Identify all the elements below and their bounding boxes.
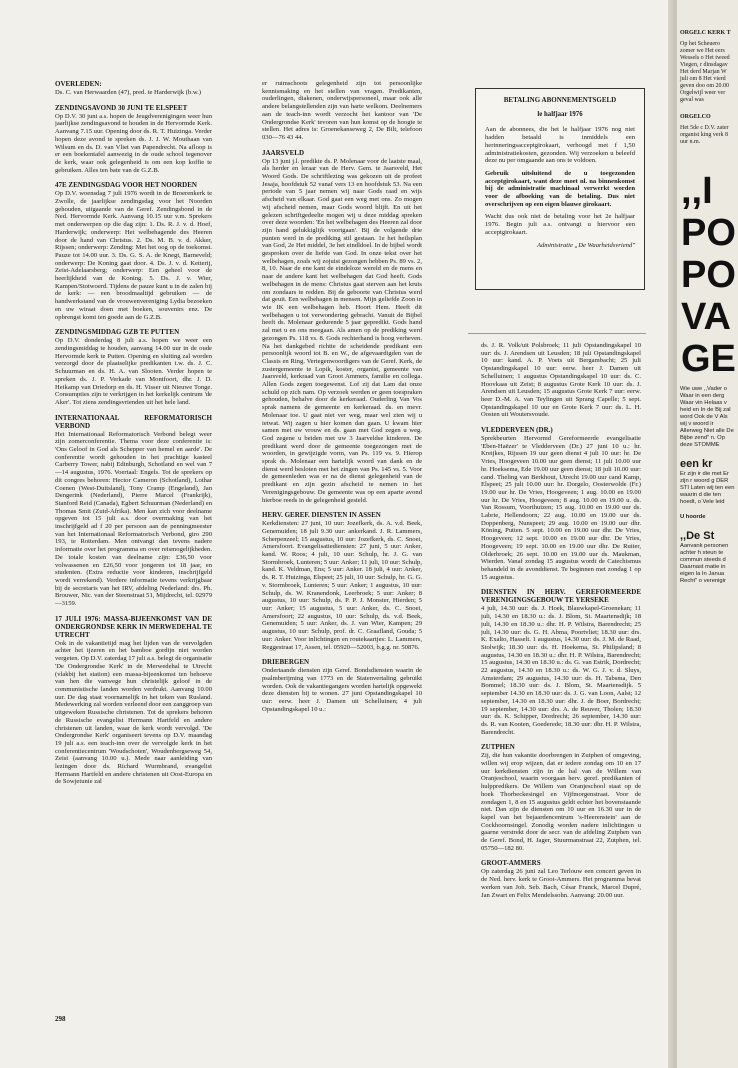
column-right (481, 342, 641, 1042)
article-body: Op D.V. woensdag 7 juli 1976 wordt in de Broerenkerk te Zwolle, de jaarlijkse zendingsdag voor het Noorden gehouden, uitgaande van de Geref. Zendingsbond in de Ned. Hervormde Kerk. Aanvang 10.15 uur v.m. Sprekers met onderwerpen op die dag zijn: 1. Ds. R. J. v. d. Hoef, Harderwijk; onderwerp: Het welbehagende des Heeren door de hand van Christus. 2. Ds. M. B. v. d. Akker, Rijssen; onderwerp: Zending: Met het oog op de toekomst. Pauze tot 14.00 uur. 3. Ds. G. S. A. de Knegt, Barneveld; onderwerp: De Koning gaat door. 4. Ds. J. v. d. Ketterij, Zeist-Adelaarsberg; onderwerp: Een geheel voor de heerlijkheid van de Koning. 5. Ds. J. v. Wier, Kampen/Stotwoerd. Tijdens de pauze kunt u in de zalen bij de kerk: — een broodmaaltijd gebruiken — de handwerkstand van de vrouwenvereniging Lydia bezoeken en uw wiraat doen met boeken, souvenirs enz. De opbrengst komt ten goede aan de G.Z.B. (55, 190, 212, 321)
adjacent-text-lower: Wie uwe ,,Vader o Waar in een derg Waar vin Helaas v heid en In de Bij zal word Ook de V Als wij v woord ir Allerweg Niet alle De Bijbe zend" n. Op deze STOMME (680, 386, 734, 448)
headline-line: GE (681, 338, 736, 380)
article-heading: INTERNATIONAAL REFORMATORISCH VERBOND (55, 413, 212, 430)
article-heading: HERV. GEREF. DIENSTEN IN ASSEN (262, 511, 381, 520)
notice-subtitle: le halfjaar 1976 (537, 110, 583, 118)
article-body: 4 juli, 14.30 uur: ds. J. Hoek, Blauwkapel-Groenekan; 11 juli, 14.30 en 18.30 u.: ds. J. Blom, St. Maartensdijk; 18 juli, 14.30 en 18.30 u.: dhr. H. P. Wilstra, Barendrecht; 25 juli, 14.30 uur: ds. G. H. Abma, Poortvliet; 18.30 uur: drs. K. Exalto, Hasselt. 1 augustus, 14.30 uur: ds. J. M. de Raad, Stolwijk; 18.30 uur: ds. H. Hoekema, St. Philipsland; 8 augustus, 14.30 en 18.30 u.: dhr. H. P. Wilstra, Barendrecht; 15 augustus, 14.30 en 18.30 u.: ds. G. van Estrik, Dordrecht; 22 augustus, 14.30 en 18.30 u.: ds. W. G. J. v. d. Sluys, Amsterdam; 29 augustus, 14.30 uur: ds. H. Tabsma, Den Bommel; 18.30 uur: ds. J. Blom, St. Maartensdijk. 5 september 14.30 en 18.30 uur: ds. J. G. van Loon, Aalst; 12 september, 14.30 en 18.30 uur: dhr. J. de Boer, Bordrecht; 19 september, 14.30 uur: drs. A. de Reuver, Tholen; 18.30 uur: ds. K. Schipper, Dordrecht; 26 september, 14.30 uur: ds. R. van Kooten, Goederede; 18.30 uur: dhr. H. P. Wilstra, Barendrecht. (481, 605, 641, 736)
headline-line: PO (681, 212, 736, 254)
article (481, 588, 641, 736)
page-number: 298 (55, 1015, 66, 1023)
article (481, 426, 641, 581)
article-body: Op 13 juni j.l. predikte ds. P. Molenaar voor de laatste maal, als herder en leraar van de Herv. Gem. te Jaarsveld, Het Woord Gods. De schriftlezing was gekozen uit de profeet Jesaja, hoofdstuk 52 vanaf vers 13 en hoofdstuk 53. Na een periode van 5 jaar nemen wij naar Gods raad en wijs afscheid van elkaar. God gaat een weg met ons. Zo mogen wij afscheid nemen, maar Gods woord blijft. En uit het gelezen schriftgedeelte mogen wij u deze middag spreken over deze woorden: 'En het welbehagen des Heeren zal door zijn hand gelukkiglijk voortgaan'. Bij de volgende drie punten werd in de prediking stil gestaan. 1e het heilsplan van God, 2e Het middel, 3e het eindldoel. In de bijbel wordt gesproken over de liefde van God. In onze tekst over het welbehagen, zoals wij zojuist gezongen hebben Ps. 89 vs. 2, 8, 10. Naar de ene kant de eindeloze wereld en de mens en naar de andere kant het welbehagen dat God heeft. Gods welbehagen in de mens: Christus gaat sterven aan het kruis om zondaars te redden. Bij de geboorte van Christus werd dat geuit. Een welbehagen in mensen. Mijn geliefde Zoon in wie IK een welbehagen heb. Hoort Hem. Heeft dit welbehagen u tot verwondering gebracht. Vanuit de Bijbel heeft ds. Molenaar gedurende 5 jaar gepredikt. Gods hand zal met u en ons meegaan. Als amen op de prediking werd gezongen Ps. 118 vs. 8. Gods rechterhand is hoog verheven. Na het dankgebed richtte de scheidende predikant een persoonlijk woord tot B. en W., de afgevaardigden van de Classis en Ring. Vertegenwoordigers van de Geref. Kerk, de zustergemeente te Lopik, koster, organist, gemeente van Jaarsveld, kerkraad van Groot Ammers, familie en collega. Allen Gods zegen toegewenst. Lof zij dat Lam dat onze schuld op zich nam. Op verzoek werden er geen toespraken gehouden, behalve door de kerkeraad. Ouderling Van Vos sprak namens de gemeente en kerkeraad. ds. en mevr. Molenaar toe. U gaat niet ver weg, maar wel zien wij u ietwat. Wij zagen u hier komen dan gaan. U kwam hier samen met uw vrouw en ds. gaan met God zegen u weg. God zegene u beiden met uw 3 Jaarveldse kinderen. De predikant werd door de gemeente toegezongen met de woorden, in gewijzigde vorm, van Ps. 119 vs. 9. Hierop sprak ds. Molenaar een hartelijk woord van dank en de dienst werd besloten met het zingen van Ps. 145 vs. 5. Voor de gemeenleden was er na de dienst gelegenheid van de predikant en zijn gezin afscheid te nemen in het Verenigingsgebouw. De gemeente was op een aparte avond hierboe reeds in de gelegenheid gesteld. (262, 157, 422, 504)
notice-paragraph-3: Wacht dus ook niet de betaling voor het 2e halfjaar 1976. Begin juli a.s. ontvangt u hiervoor een acceptgirokaart. (485, 213, 635, 236)
article-heading: 47E ZENDINGSDAG VOOR HET NOORDEN (55, 181, 197, 190)
payment-notice-box (475, 88, 645, 290)
article (55, 104, 212, 175)
article-body: Ondertaande diensten zijn Geref. Bondsdiensten waarin de psalmberijming van 1773 en de Statenvertaling gebruikt worden. Ook de vakantiegangers worden hartelijk opgewekt deze diensten bij te wonen. 27 juni Opstandingskapel 10 uur: eerw. heer J. Damen uit Schelluinen; 4 juli Opstandingskapel 10 u.: (262, 667, 422, 713)
divider (468, 333, 646, 334)
article-heading: DIENSTEN IN HERV. GEREFORMEERDE VERENIGINGSGEBOUW TE YERSEKE (481, 588, 641, 605)
article-body: Op D.V. donderdag 8 juli a.s. hopen we weer een zendingsmiddag te houden, aanvang 14.00 uur in de oude Hervormde kerk te Putten. Opening en sluiting zal worden verzorgd door de plaatselijke predikanten t.w. ds. J. C. Schuurman en ds. H. A. van Slooten. Verder hopen te spreken ds. J. P. Verkade van Montfoort, dhr. J. D. Heikamp van Driedorp en ds. H. Visser uit Nieuwe Tonge. Consumpties zijn te verkrijgen in het kerkelijk centrum 'de Aker'. Tot ziens zendingsvrienden uit het hele land. (55, 337, 212, 406)
notice-paragraph-2: Gebruik uitsluitend de u toegezonden acceptgirokaart, want deze moet nl. na binnenkomst bij de administratie machinaal verwerkt worden voor de afboeking van de betaling. Dus niet overschrijven op een eigen blauwe girokaart. (485, 169, 635, 208)
article (262, 511, 422, 651)
article (481, 859, 641, 899)
article-heading: OVERLEDEN: (55, 80, 102, 88)
article-body: Het Internationaal Reformatorisch Verbond belegt weer zijn zomerconferentie. Thema voor deze conferentie is: 'Ons Geloof in God als Schepper van hemel en aarde'. De conferentie wordt gehouden in het prachtige kasteel Carberry Tower, nabij Edinburgh, Schotland en wel van 7—14 augustus, 1976. Voertaal: Engels. Tot de sprekers op dit congres behoren: Hector Cameron (Schotland), Lothar Coenen (West-Duitsland), Tony Cramp (Engeland), Jan Dengerink (Nederland), Pierre Marcel (Frankrijk), Stanford Reid (Canada), Egbert Schuurman (Nederland) en Thomas Smit (Zuid-Afrika). Men kan zich voor deelname opgeven tot 15 juli a.s. door overmaking van het inschrijfgeld ad f 20 per persoon aan de penningmeester van het Internationaal Reformatorisch Verbond, giro 290 193, te Rotterdam. Men ontvangt dan tevens nadere informatie over het programma en over reismogelijkheden. De totale kosten van deelname zijn: £36,50 voor volwassenen en £26,50 voor jongeren tot 18 jaar, en studenten. (Extra reductie voor kinderen, inschrijfgeld wordt verrekend). Verdere informatie tevens verkrijgbaar bij de secretaris van het IRV, afdeling Nederland: drs. Ph. Brouwer, Nic. van der Steenstraat 51, Mijdrecht, tel. 02979—3159. (55, 430, 212, 608)
article-heading: VLEDDERVEEN (DR.) (481, 426, 553, 435)
adjacent-quote: ,,De St (680, 530, 715, 542)
adjacent-text-lower-2: Er zijn ir die met Er zijn r woord g DER STI Laten wij ten een waarin d die ten hoedt, o Vele leid (680, 471, 735, 505)
column-left (55, 80, 212, 1020)
headline-line: ,,I (681, 170, 713, 212)
adjacent-text-top: Op het Scheuero zomer we Het eers Wessels o Het tweed Viegen, r dinsdagav Het derd Marjan W juli om 8 Het vierd geven doo om 20.00 Orgelwijl weer ver geval was (680, 41, 730, 103)
article (262, 80, 422, 142)
adjacent-subheading-2: U hoorde (680, 514, 706, 520)
adjacent-headline (677, 170, 738, 380)
adjacent-text-bottom: Aanvank personen achter h steun te commun steeds d Daarnast matie in eigen la In Janua Recht" o verenigir (680, 543, 729, 584)
article (55, 328, 212, 406)
adjacent-subheading: een kr (680, 458, 713, 470)
article (55, 181, 212, 321)
adjacent-heading-top: ORGELC KERK T (680, 30, 731, 36)
article (55, 414, 212, 608)
headline-line: VA (681, 296, 731, 338)
notice-title: BETALING ABONNEMENTSGELD (503, 96, 617, 104)
adjacent-page-edge (676, 0, 738, 1068)
article-heading: ZUTPHEN (481, 743, 515, 752)
article-heading: GROOT-AMMERS (481, 859, 541, 868)
article (55, 615, 212, 786)
article (481, 342, 641, 419)
notice-paragraph-1: Aan de abonnees, die het le halfjaar 1976 nog niet hadden betaald is inmiddels een herinneringsacceptgirokaart, verhoogd met f 1,50 administratiekosten, gezonden. Wij verzoeken u beleefd deze nu per omgaande aan ons te voldoen. (485, 126, 635, 165)
headline-line: PO (681, 254, 736, 296)
article (55, 80, 212, 97)
column-middle (262, 80, 422, 1040)
article-body: Op D.V. 30 juni a.s. hopen de Jeugdverenigingen weer hun jaarlijkse zendingsavond te houden in de Hervormde Kerk. Aanvang 7.15 uur. Opening door ds. R. T. Huizinga. Verder hopen deze avond te spreken ds. J. J. W. Mouthaan van Wilsum en ds. D. van Vliet van Papendrecht. Na afloop is er een boekentafel aanwezig in de oude school tegenover de kerk, waar ook gelegenheid is om een kop koffie te gebruiken. Alles ten bate van de G.Z.B. (55, 112, 212, 174)
article-body: Zij, die hun vakantie doorbrengen in Zutphen of omgeving, willen wij erop wijzen, dat er iedere zondag om 10 en 17 uur kerkdiensten zijn in de hal van de Willem van Oranjeschool, waarin voorgaan herv. geref. predikanten of hulppredikers. De Willem van Oranjeschool staat op de hoek Thorbeckesingel en Vijfmorgenstraat. Voor de zondagen 1, 8 en 15 augustus geldt echter het bovenstaande niet. Dan zijn de diensten om 10 uur en 16.30 uur in de kapel van het bejaardencentrum 's-Heerenstein' aan de Cockhoornsingel. Zonodig worden nadere inlichtingen u gaarne verstrekt door de secr. van de afdeling Zutphen van de Geref. Bond, H. Jager, Stuurmanstraat 22, Zutphen, tel. 05750—182 80. (481, 752, 641, 852)
adjacent-heading-mid: ORGELCO (680, 114, 711, 120)
article-body: ds. J. R. Volk/uit Polsbroek; 11 juli Opstandingskapel 10 uur: ds. J. Arendsen uit Leusden; 18 juli Opstandingskapel 10 uur: kand. A. P. Voets uit Bergambacht; 25 juli Opstandingskapel 10 uur: eerw. heer J. Damen uit Schelluinen; 1 augustus Opstandingskapel 10 uur: ds. C. Hoovkaas uit Zeist; 8 augustus Grote Kerk 10 uur: ds. J. Arendsen uit Leusden; 15 augustus Grote Kerk 7 uur: eerw. heer D.-M. A. van Teylingen uit Sprang Capelle; 5 sept. Opstandingskapel 10 uur en Grote Kerk 7 uur: ds. L. H. Oosten uit Woutersvoude. (481, 342, 641, 419)
article (481, 743, 641, 852)
article-heading: ZENDINGSMIDDAG GZB TE PUTTEN (55, 328, 180, 337)
article-body: Ook in de vakantietijd mag het lijden van de vervolgden achter het ijzeren en het bamboe gordijn niet worden vergeten. Op D.V. zaterdag 17 juli a.s. belegt de organisatie 'De Ondergrondse Kerk' in de Merwedehal te Utrecht (vlakbij het station) een massa-bijeenkomst ten behoeve van hen die vanwege hun christelijk geloof in de communistische landen worden verdrukt. Aanvang 10.00 uur. De dag staat voornamelijk in het teken van Rusland. Medewerking zal worden verleend door een zanggroep van uitgeweken Russische christenen. Tot de sprekers behoren de Russische evangelist Hermann Hartfeld en andere christenen uit landen, waar de kerk wordt vervolgd. 'De Ondergrondse Kerk' organiseert tevens op D.V. maandag 19 juli a.s. een teach-inn over de vervolgde kerk in het conferentiecentrum 'Woudschoten', Woudenbergseweg 54, Zeist (aanvang 10.00 u.). Mede naar aanleiding van lezingen door ds. Richard Wurmbrand, evangelist Hermann Hartfeld en andere christenen uit Oost-Europa en de Sowjetunie zal (55, 639, 212, 786)
article-body: er ruimschoots gelegenheid zijn tot persoonlijke kennismaking en het stellen van vragen. Predikanten, ouderlingen, diakenen, onderwijspersoneel, maar ook alle andere belangstellenden zijn van harte welkom. Deelnemers aan de teach-inn wordt verzocht het kantoor van 'De Ondergrondse Kerk' tevoren van hun komst op de hoogte te stellen. Het adres is: Groenekanseweg 2, De Bilt, telefoon 030—76 43 44. (262, 80, 422, 141)
article-heading: 17 JULI 1976: MASSA-BIJEENKOMST VAN DE ONDERGRONDSE KERK IN MERWEDEHAL TE UTRECHT (55, 614, 212, 639)
page-fold (668, 0, 676, 1068)
article-heading: ZENDINGSAVOND 30 JUNI TE ELSPEET (55, 103, 188, 112)
article-body: Op zaterdag 26 juni zal Leo Terlouw een concert geven in de Ned. herv. kerk te Groot-Ammers. Het programma bevat werken van Joh. Seb. Bach, César Franck, Marcel Dupré, Jan Zwart en Felix Mendelssohn. Aanvang: 20.00 uur. (481, 868, 641, 899)
article-heading: JAARSVELD (262, 148, 305, 157)
article-body: Sprekbeurten Hervormd Gereformeerde evangelisatie 'Eben-Haëzer' te Vledderveen (Dr.) 27 juni 10 u.: hr. Kreijkes, Rijssen 19 uur geen dienst 4 juli 10 uur: hr. De Vries, Hoogeveen 10.00 uur geen dienst; 11 juli 10.00 uur hr. Hoeksema, Ede 19.00 uur geen dienst; 18 juli 10.00 uur: cand. Theling van Berkhout, Utrecht 19.00 uur cand Kamp, Elspeet; 25 juli 10.00 uur: hr. Dorgelo, Oosterwolde (Fr.) 19.00 uur hr. De Vries, Hoogeveen; 1 aug. 10.00 en 19.00 uur hr. De Vries, Hoogeveen; 8 aug. 10.00 en 19.00 u. ds. Van Rossum, Voorthuizen; 15 aug. 10.00 en 19.00 uur ds. Labrie, Hellendoorn; 22 aug. 10.00 en 19.00 uur ds. Doppenberg, Nunspeet; 29 aug. 10.00 en 19.00 uur dhr. Köning, Putten. 5 sept. 10.00 en 19.00 uur dhr. De Vries, Hoogeveen; 12 sept. 10.00 en 19.00 uur dhr. De Vries, Hoogeveen; 19 sept. 10.00 en 19.00 uur dhr. De Ruiter, Olderbroek; 26 sept. 10.00 en 19.00 uur ds. Maukman, Wierden. Vanaf zondag 15 augustus wordt de Catechismus behandeld in de avonddienst. Te beginnen met zondag 1 op 15 augustus. (481, 435, 641, 581)
article-heading: DRIEBERGEN (262, 658, 310, 667)
article-body: Kerkdiensten: 27 juni, 10 uur: Jozefkerk, ds. A. v.d. Beek, Genemuiden; 18 juli 9.30 uur: ankerkand. J. R. Lammers, Scherpenzeel; 15 augustus, 10 uur: Jozefkerk, ds. C. Snoei, Amersfoort. Evangelisatiediensten: 27 juni, 5 uur: Anker, kand. W. Roos; 4 juli, 10 uur: Schulp, hr. J. G. van Stormbroek, Lunteren; 5 uur: Anker; 11 juli, 10 uur: Schulp, kand. K. Veldman, Ens; 5 uur: Anker. 18 juli, 4 uur: Anker, ds. R. T. Huizinga, Elspeet; 25 juli, 10 uur: Schulp, hr. G. G. v. Stormbroek, Lunteren; 5 uur: Anker; 1 augustus, 10 uur: Schulp, ds. W. Kranendonk, Leerbroek; 5 uur: Anker; 8 augustus, 10 uur: Schulp, ds. P. P. J. Monster, Hierden; 5 uur: Anker; 15 augustus, 5 uur: Anker, ds. C. Snoei, Amersfoort; 22 augustus, 10 uur: Schulp, ds. v.d. Beek, Genemuiden; 5 uur: Anker, ds. J. van Wier, Kampen; 29 augustus, 10 uur: Schulp, prof. dr. C. Graafland, Gouda; 5 uur: Anker. Voor inlichtingen en routekaartjes: L. Lammers, Reggestraat 17, Assen, tel. 05920—52003, b.g.g. nr. 50876. (262, 520, 422, 651)
article (262, 658, 422, 713)
article-body: Ds. C. van Herwaarden (47), pred. te Harderwijk (b.w.) (55, 89, 202, 96)
notice-signature: Administratie „De Waarheidsvriend" (536, 241, 635, 249)
article (262, 149, 422, 505)
adjacent-text-mid: Het 5de c D.V. zater organist king verk 8 uur n.m. (680, 125, 729, 145)
